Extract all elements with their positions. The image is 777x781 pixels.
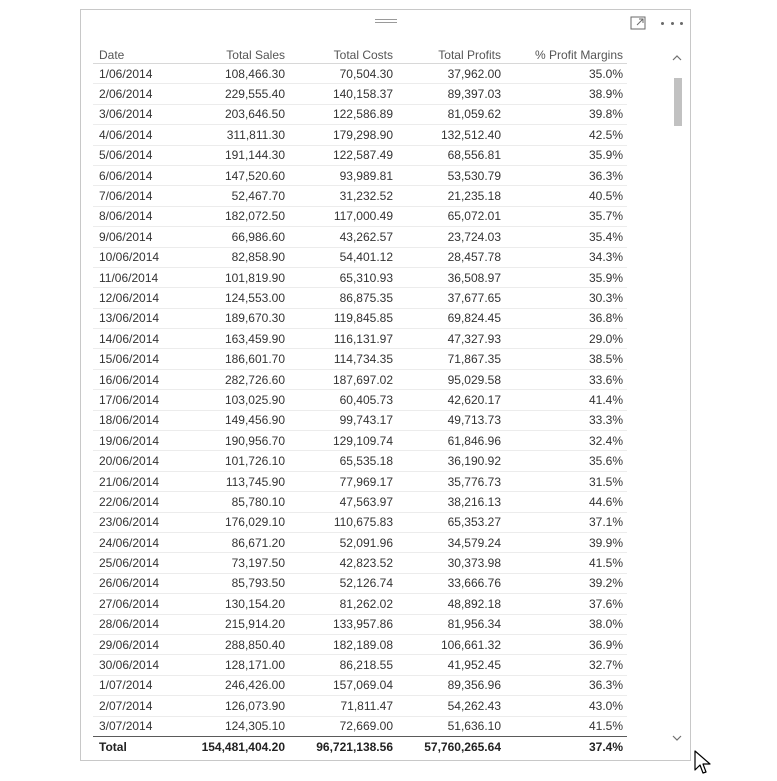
table-row[interactable] <box>93 186 627 206</box>
cell-total-costs: 179,298.90 <box>289 125 397 145</box>
table-row[interactable] <box>93 655 627 675</box>
cell-total-costs: 157,069.04 <box>289 675 397 695</box>
table-row[interactable] <box>93 247 627 267</box>
cell-total-profits: 23,724.03 <box>397 227 505 247</box>
total-profits-value: 57,760,265.64 <box>424 740 501 754</box>
cell-total-costs: 119,845.85 <box>289 308 397 328</box>
cell-total-profits: 89,356.96 <box>397 675 505 695</box>
cell-date: 30/06/2014 <box>93 655 181 675</box>
cell-profit-margin: 35.9% <box>505 145 627 165</box>
table-row[interactable] <box>93 165 627 185</box>
cell-total-sales: 191,144.30 <box>181 145 289 165</box>
cell-total-sales: 246,426.00 <box>181 675 289 695</box>
cell-total-sales: 108,466.30 <box>181 64 289 84</box>
cell-total-sales: 186,601.70 <box>181 349 289 369</box>
cell-total-sales: 189,670.30 <box>181 308 289 328</box>
cell-total-profits: 61,846.96 <box>397 431 505 451</box>
chevron-down-icon[interactable] <box>671 734 683 744</box>
table-row[interactable] <box>93 492 627 512</box>
total-row <box>93 737 627 757</box>
table-row[interactable] <box>93 471 627 491</box>
table-header-row <box>93 44 627 64</box>
cell-profit-margin: 30.3% <box>505 288 627 308</box>
cell-profit-margin: 39.9% <box>505 532 627 552</box>
scrollbar-thumb[interactable] <box>674 78 682 126</box>
table-row[interactable] <box>93 675 627 695</box>
cell-profit-margin: 41.5% <box>505 716 627 736</box>
cell-total-costs: 72,669.00 <box>289 716 397 736</box>
total-label: Total <box>99 740 127 754</box>
cell-date: 25/06/2014 <box>93 553 181 573</box>
cell-date: 1/06/2014 <box>93 64 181 84</box>
cell-total-sales: 182,072.50 <box>181 206 289 226</box>
cell-total-profits: 106,661.32 <box>397 634 505 654</box>
table-row[interactable] <box>93 553 627 573</box>
cell-total-profits: 21,235.18 <box>397 186 505 206</box>
cell-total-sales: 103,025.90 <box>181 390 289 410</box>
cell-total-costs: 182,189.08 <box>289 634 397 654</box>
cell-date: 8/06/2014 <box>93 206 181 226</box>
cell-total-costs: 140,158.37 <box>289 84 397 104</box>
mouse-pointer-icon <box>694 750 712 776</box>
more-options-icon[interactable] <box>661 19 683 27</box>
cell-total-profits: 47,327.93 <box>397 329 505 349</box>
cell-total-costs: 65,310.93 <box>289 267 397 287</box>
column-header-total-costs[interactable]: Total Costs <box>289 44 397 64</box>
cell-profit-margin: 38.5% <box>505 349 627 369</box>
cell-total-sales: 85,780.10 <box>181 492 289 512</box>
cell-total-profits: 69,824.45 <box>397 308 505 328</box>
cell-total-profits: 65,353.27 <box>397 512 505 532</box>
cell-profit-margin: 32.4% <box>505 431 627 451</box>
cell-date: 3/07/2014 <box>93 716 181 736</box>
cell-date: 27/06/2014 <box>93 594 181 614</box>
cell-profit-margin: 36.3% <box>505 165 627 185</box>
cell-total-costs: 43,262.57 <box>289 227 397 247</box>
column-header-total-profits[interactable]: Total Profits <box>397 44 505 64</box>
cell-total-costs: 71,811.47 <box>289 696 397 716</box>
cell-total-profits: 36,508.97 <box>397 267 505 287</box>
table-row[interactable] <box>93 431 627 451</box>
table-row[interactable] <box>93 84 627 104</box>
cell-date: 5/06/2014 <box>93 145 181 165</box>
cell-total-sales: 128,171.00 <box>181 655 289 675</box>
focus-mode-icon[interactable] <box>628 13 650 33</box>
table-row[interactable] <box>93 369 627 389</box>
cell-date: 23/06/2014 <box>93 512 181 532</box>
cell-date: 3/06/2014 <box>93 104 181 124</box>
cell-profit-margin: 33.6% <box>505 369 627 389</box>
cell-profit-margin: 42.5% <box>505 125 627 145</box>
cell-total-profits: 81,059.62 <box>397 104 505 124</box>
cell-date: 11/06/2014 <box>93 267 181 287</box>
table-row[interactable] <box>93 206 627 226</box>
cell-total-profits: 65,072.01 <box>397 206 505 226</box>
cell-total-sales: 66,986.60 <box>181 227 289 247</box>
table-row[interactable] <box>93 329 627 349</box>
cell-total-profits: 38,216.13 <box>397 492 505 512</box>
cell-profit-margin: 38.0% <box>505 614 627 634</box>
cell-total-sales: 85,793.50 <box>181 573 289 593</box>
cell-total-sales: 86,671.20 <box>181 532 289 552</box>
cell-total-profits: 48,892.18 <box>397 594 505 614</box>
cell-total-costs: 110,675.83 <box>289 512 397 532</box>
table-row[interactable] <box>93 349 627 369</box>
cell-total-profits: 36,190.92 <box>397 451 505 471</box>
table-row[interactable] <box>93 614 627 634</box>
cell-profit-margin: 44.6% <box>505 492 627 512</box>
data-table <box>93 44 627 737</box>
cell-profit-margin: 38.9% <box>505 84 627 104</box>
cell-total-costs: 114,734.35 <box>289 349 397 369</box>
cell-total-sales: 124,305.10 <box>181 716 289 736</box>
cell-total-costs: 187,697.02 <box>289 369 397 389</box>
cell-date: 12/06/2014 <box>93 288 181 308</box>
cell-date: 22/06/2014 <box>93 492 181 512</box>
table-row[interactable] <box>93 125 627 145</box>
cell-profit-margin: 41.4% <box>505 390 627 410</box>
cell-total-costs: 52,126.74 <box>289 573 397 593</box>
table-row[interactable] <box>93 390 627 410</box>
cell-total-costs: 70,504.30 <box>289 64 397 84</box>
cell-profit-margin: 33.3% <box>505 410 627 430</box>
cell-date: 29/06/2014 <box>93 634 181 654</box>
cell-date: 2/06/2014 <box>93 84 181 104</box>
cell-profit-margin: 37.6% <box>505 594 627 614</box>
cell-total-costs: 86,218.55 <box>289 655 397 675</box>
cell-date: 18/06/2014 <box>93 410 181 430</box>
cell-total-costs: 42,823.52 <box>289 553 397 573</box>
cell-total-sales: 82,858.90 <box>181 247 289 267</box>
cell-total-sales: 73,197.50 <box>181 553 289 573</box>
cell-profit-margin: 31.5% <box>505 471 627 491</box>
cell-total-sales: 126,073.90 <box>181 696 289 716</box>
cell-profit-margin: 32.7% <box>505 655 627 675</box>
table-row[interactable] <box>93 410 627 430</box>
cell-total-costs: 116,131.97 <box>289 329 397 349</box>
cell-total-costs: 93,989.81 <box>289 165 397 185</box>
cell-total-sales: 229,555.40 <box>181 84 289 104</box>
table-total-region <box>93 736 627 757</box>
cell-date: 28/06/2014 <box>93 614 181 634</box>
cell-total-costs: 60,405.73 <box>289 390 397 410</box>
chevron-up-icon[interactable] <box>671 54 683 64</box>
cell-total-costs: 81,262.02 <box>289 594 397 614</box>
cell-total-sales: 288,850.40 <box>181 634 289 654</box>
cell-total-sales: 215,914.20 <box>181 614 289 634</box>
cell-profit-margin: 39.8% <box>505 104 627 124</box>
table-row[interactable] <box>93 308 627 328</box>
cell-total-profits: 37,677.65 <box>397 288 505 308</box>
cell-total-sales: 176,029.10 <box>181 512 289 532</box>
cell-total-profits: 89,397.03 <box>397 84 505 104</box>
column-header-profit-margins[interactable]: % Profit Margins <box>505 44 627 64</box>
cell-profit-margin: 35.7% <box>505 206 627 226</box>
table-row[interactable] <box>93 512 627 532</box>
cell-total-profits: 34,579.24 <box>397 532 505 552</box>
cell-total-costs: 129,109.74 <box>289 431 397 451</box>
cell-date: 2/07/2014 <box>93 696 181 716</box>
total-table <box>93 737 627 757</box>
table-row[interactable] <box>93 594 627 614</box>
table-row[interactable] <box>93 716 627 736</box>
cell-date: 7/06/2014 <box>93 186 181 206</box>
cell-total-profits: 49,713.73 <box>397 410 505 430</box>
cell-total-profits: 68,556.81 <box>397 145 505 165</box>
cell-total-profits: 95,029.58 <box>397 369 505 389</box>
cell-total-sales: 163,459.90 <box>181 329 289 349</box>
cell-profit-margin: 29.0% <box>505 329 627 349</box>
cell-profit-margin: 40.5% <box>505 186 627 206</box>
cell-profit-margin: 35.6% <box>505 451 627 471</box>
cell-date: 1/07/2014 <box>93 675 181 695</box>
cell-total-profits: 53,530.79 <box>397 165 505 185</box>
table-visual[interactable] <box>80 9 691 761</box>
cell-date: 26/06/2014 <box>93 573 181 593</box>
cell-total-costs: 122,586.89 <box>289 104 397 124</box>
table-row[interactable] <box>93 634 627 654</box>
cell-profit-margin: 43.0% <box>505 696 627 716</box>
table-row[interactable] <box>93 64 627 84</box>
cell-date: 19/06/2014 <box>93 431 181 451</box>
cell-total-sales: 113,745.90 <box>181 471 289 491</box>
column-header-total-sales[interactable]: Total Sales <box>181 44 289 64</box>
table-row[interactable] <box>93 145 627 165</box>
cell-total-sales: 101,819.90 <box>181 267 289 287</box>
cell-date: 16/06/2014 <box>93 369 181 389</box>
cell-total-profits: 54,262.43 <box>397 696 505 716</box>
cell-total-sales: 282,726.60 <box>181 369 289 389</box>
cell-total-costs: 54,401.12 <box>289 247 397 267</box>
cell-profit-margin: 37.1% <box>505 512 627 532</box>
cell-date: 10/06/2014 <box>93 247 181 267</box>
cell-total-profits: 51,636.10 <box>397 716 505 736</box>
cell-total-sales: 124,553.00 <box>181 288 289 308</box>
drag-handle-icon[interactable] <box>375 19 397 27</box>
total-margin-value: 37.4% <box>588 740 623 754</box>
vertical-scrollbar[interactable] <box>671 54 683 744</box>
cell-total-profits: 33,666.76 <box>397 573 505 593</box>
cell-total-costs: 31,232.52 <box>289 186 397 206</box>
cell-total-sales: 130,154.20 <box>181 594 289 614</box>
table-row[interactable] <box>93 104 627 124</box>
table-row[interactable] <box>93 227 627 247</box>
cell-date: 15/06/2014 <box>93 349 181 369</box>
cell-total-profits: 71,867.35 <box>397 349 505 369</box>
cell-total-sales: 203,646.50 <box>181 104 289 124</box>
cell-total-profits: 37,962.00 <box>397 64 505 84</box>
cell-total-sales: 311,811.30 <box>181 125 289 145</box>
cell-total-costs: 86,875.35 <box>289 288 397 308</box>
table-row[interactable] <box>93 451 627 471</box>
table-row[interactable] <box>93 573 627 593</box>
cell-total-costs: 122,587.49 <box>289 145 397 165</box>
table-body-region <box>93 44 627 737</box>
cell-total-costs: 99,743.17 <box>289 410 397 430</box>
cell-profit-margin: 35.0% <box>505 64 627 84</box>
cell-total-sales: 147,520.60 <box>181 165 289 185</box>
cell-total-profits: 41,952.45 <box>397 655 505 675</box>
cell-date: 14/06/2014 <box>93 329 181 349</box>
cell-total-sales: 149,456.90 <box>181 410 289 430</box>
cell-profit-margin: 36.9% <box>505 634 627 654</box>
cell-total-costs: 47,563.97 <box>289 492 397 512</box>
cell-total-profits: 28,457.78 <box>397 247 505 267</box>
table-row[interactable] <box>93 288 627 308</box>
column-header-date[interactable]: Date <box>93 44 181 64</box>
cell-total-costs: 65,535.18 <box>289 451 397 471</box>
cell-date: 9/06/2014 <box>93 227 181 247</box>
cell-profit-margin: 39.2% <box>505 573 627 593</box>
table-row[interactable] <box>93 696 627 716</box>
cell-total-sales: 190,956.70 <box>181 431 289 451</box>
table-row[interactable] <box>93 267 627 287</box>
cell-profit-margin: 36.3% <box>505 675 627 695</box>
cell-date: 21/06/2014 <box>93 471 181 491</box>
total-sales-value: 154,481,404.20 <box>201 740 285 754</box>
cell-date: 24/06/2014 <box>93 532 181 552</box>
cell-date: 20/06/2014 <box>93 451 181 471</box>
cell-total-costs: 77,969.17 <box>289 471 397 491</box>
cell-profit-margin: 36.8% <box>505 308 627 328</box>
cell-total-profits: 81,956.34 <box>397 614 505 634</box>
cell-date: 13/06/2014 <box>93 308 181 328</box>
cell-date: 6/06/2014 <box>93 165 181 185</box>
cell-profit-margin: 35.9% <box>505 267 627 287</box>
cell-total-costs: 52,091.96 <box>289 532 397 552</box>
total-costs-value: 96,721,138.56 <box>316 740 393 754</box>
cell-total-profits: 35,776.73 <box>397 471 505 491</box>
cell-total-sales: 52,467.70 <box>181 186 289 206</box>
cell-total-profits: 42,620.17 <box>397 390 505 410</box>
cell-total-costs: 117,000.49 <box>289 206 397 226</box>
table-row[interactable] <box>93 532 627 552</box>
cell-date: 4/06/2014 <box>93 125 181 145</box>
cell-total-profits: 30,373.98 <box>397 553 505 573</box>
cell-total-profits: 132,512.40 <box>397 125 505 145</box>
cell-total-costs: 133,957.86 <box>289 614 397 634</box>
cell-total-sales: 101,726.10 <box>181 451 289 471</box>
cell-profit-margin: 35.4% <box>505 227 627 247</box>
cell-profit-margin: 41.5% <box>505 553 627 573</box>
cell-profit-margin: 34.3% <box>505 247 627 267</box>
cell-date: 17/06/2014 <box>93 390 181 410</box>
